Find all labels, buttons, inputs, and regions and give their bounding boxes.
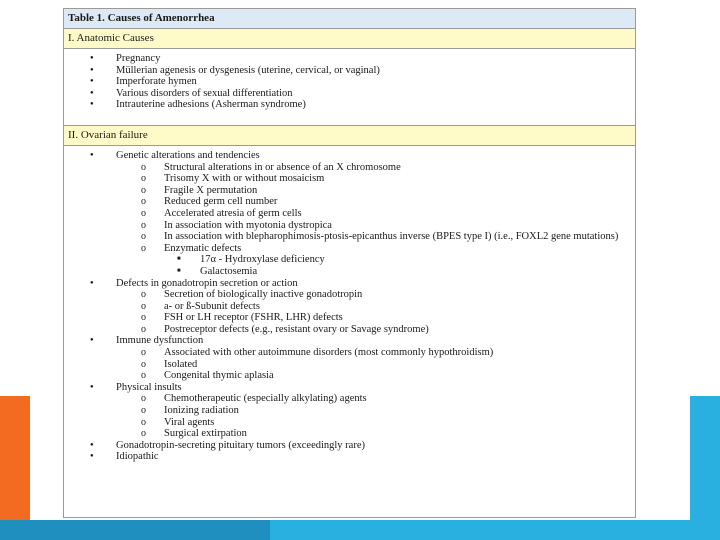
section-heading-ovarian: II. Ovarian failure xyxy=(64,125,635,146)
list-item: ● Idiopathic xyxy=(90,451,635,463)
list-item: ● Müllerian agenesis or dysgenesis (uterine, cervical, or vaginal) xyxy=(90,65,635,77)
sub-list-item: o Accelerated atresia of germ cells xyxy=(90,208,635,220)
sub-sub-list-item: ■ 17α - Hydroxylase deficiency xyxy=(90,254,635,266)
sub-list-item: o In association with blepharophimosis-ptosis-epicanthus inverse (BPES type I) (i.e., FOXL2 gene mutations) xyxy=(90,231,635,243)
list-item: ● Pregnancy xyxy=(90,53,635,65)
sub-list-item: o Ionizing radiation xyxy=(90,405,635,417)
list-item: ● Immune dysfunction xyxy=(90,335,635,347)
amenorrhea-causes-table xyxy=(63,8,636,518)
sub-list-item: o Secretion of biologically inactive gonadotropin xyxy=(90,289,635,301)
sub-list-item: o a- or ß-Subunit defects xyxy=(90,301,635,313)
sub-list-item: o Reduced germ cell number xyxy=(90,196,635,208)
section-body-ovarian xyxy=(64,146,635,463)
section-heading-anatomic: I. Anatomic Causes xyxy=(64,29,635,49)
sub-list-item: o Structural alterations in or absence of an X chromosome xyxy=(90,162,635,174)
sub-list-item: o Enzymatic defects xyxy=(90,243,635,255)
list-item: ● Genetic alterations and tendencies xyxy=(90,150,635,162)
sub-list-item: o Postreceptor defects (e.g., resistant ovary or Savage syndrome) xyxy=(90,324,635,336)
list-item: ● Various disorders of sexual differentiation xyxy=(90,88,635,100)
list-item: ● Gonadotropin-secreting pituitary tumors (exceedingly rare) xyxy=(90,440,635,452)
blue-accent-bar xyxy=(690,396,720,540)
sub-sub-list-item: ■ Galactosemia xyxy=(90,266,635,278)
list-item: ● Defects in gonadotropin secretion or action xyxy=(90,278,635,290)
list-item: ● Physical insults xyxy=(90,382,635,394)
orange-accent-bar xyxy=(0,396,30,540)
list-item: ● Intrauterine adhesions (Asherman syndrome) xyxy=(90,99,635,111)
sub-list-item: o Chemotherapeutic (especially alkylating) agents xyxy=(90,393,635,405)
sub-list-item: o Isolated xyxy=(90,359,635,371)
sub-list-item: o Trisomy X with or without mosaicism xyxy=(90,173,635,185)
sub-list-item: o Viral agents xyxy=(90,417,635,429)
section-body-anatomic xyxy=(64,49,635,125)
sub-list-item: o Congenital thymic aplasia xyxy=(90,370,635,382)
sub-list-item: o Associated with other autoimmune disorders (most commonly hypothroidism) xyxy=(90,347,635,359)
list-item: ● Imperforate hymen xyxy=(90,76,635,88)
table-title: Table 1. Causes of Amenorrhea xyxy=(64,9,635,29)
sub-list-item: o Fragile X permutation xyxy=(90,185,635,197)
sub-list-item: o FSH or LH receptor (FSHR, LHR) defects xyxy=(90,312,635,324)
sub-list-item: o Surgical extirpation xyxy=(90,428,635,440)
bottom-band-dark xyxy=(0,520,270,540)
sub-list-item: o In association with myotonia dystropica xyxy=(90,220,635,232)
